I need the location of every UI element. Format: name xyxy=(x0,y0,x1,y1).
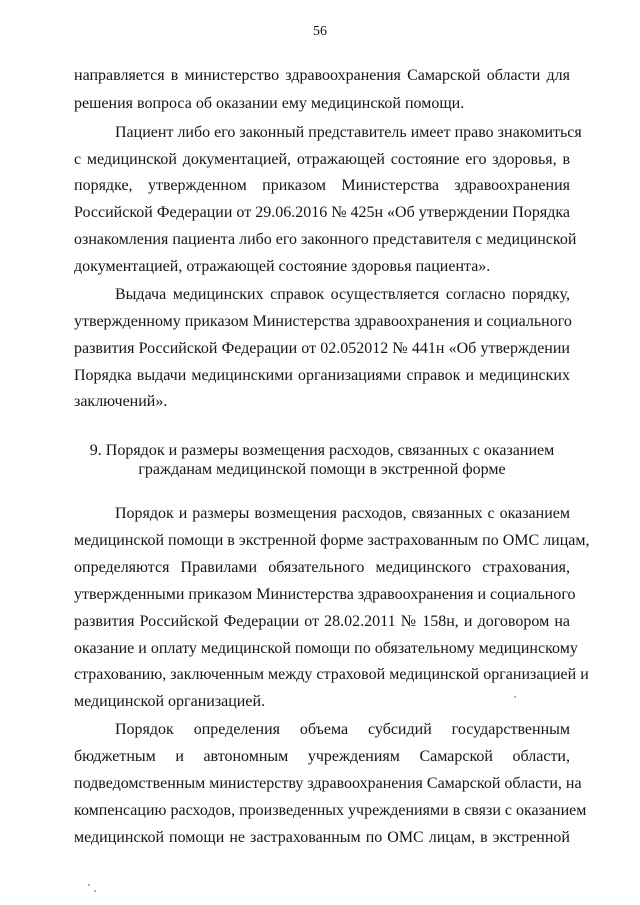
paragraph-6-line-3: подведомственным министерству здравоохранения Самарской области, на xyxy=(74,775,582,792)
paragraph-6-line-4: компенсацию расходов, произведенных учреждениями в связи с оказанием xyxy=(74,802,587,819)
section-heading-line-1: 9. Порядок и размеры возмещения расходов, связанных с оказанием xyxy=(89,442,555,459)
paragraph-2-line-6: документацией, отражающей состояние здоровья пациента». xyxy=(74,258,491,275)
scan-speck xyxy=(514,696,516,698)
paragraph-3-line-5: заключений». xyxy=(74,393,168,410)
paragraph-5-line-1: Порядок и размеры возмещения расходов, связанных с оказанием xyxy=(115,505,570,522)
paragraph-6-line-2: бюджетным и автономным учреждениям Самарской области, xyxy=(74,748,570,765)
paragraph-3-line-3: развития Российской Федерации от 02.052012 № 441н «Об утверждении xyxy=(74,340,570,357)
paragraph-3-line-4: Порядка выдачи медицинскими организациями справок и медицинских xyxy=(74,367,570,384)
paragraph-2-line-2: с медицинской документацией, отражающей состояние его здоровья, в xyxy=(74,151,570,168)
page-number: 56 xyxy=(313,24,327,39)
paragraph-1-line-2: решения вопроса об оказании ему медицинской помощи. xyxy=(74,95,465,112)
paragraph-2-line-5: ознакомления пациента либо его законного представителя с медицинской xyxy=(74,231,577,248)
scan-speck xyxy=(88,884,90,886)
paragraph-5-line-7: страхованию, заключенным между страховой медицинской организацией и xyxy=(74,666,589,683)
paragraph-5-line-4: утвержденными приказом Министерства здравоохранения и социального xyxy=(74,586,576,603)
section-heading-line-2: гражданам медицинской помощи в экстренной форме xyxy=(138,461,506,478)
paragraph-5-line-2: медицинской помощи в экстренной форме застрахованным по ОМС лицам, xyxy=(74,532,590,549)
scan-speck xyxy=(94,890,96,892)
paragraph-5-line-5: развития Российской Федерации от 28.02.2011 № 158н, и договором на xyxy=(74,613,570,630)
paragraph-6-line-5: медицинской помощи не застрахованным по ОМС лицам, в экстренной xyxy=(74,829,570,846)
paragraph-6-line-1: Порядок определения объема субсидий государственным xyxy=(115,721,570,738)
paragraph-5-line-3: определяются Правилами обязательного медицинского страхования, xyxy=(74,559,570,576)
paragraph-2-line-1: Пациент либо его законный представитель имеет право знакомиться xyxy=(115,124,582,141)
paragraph-2-line-3: порядке, утвержденном приказом Министерства здравоохранения xyxy=(74,177,570,194)
paragraph-5-line-8: медицинской организацией. xyxy=(74,693,266,710)
paragraph-5-line-6: оказание и оплату медицинской помощи по обязательному медицинскому xyxy=(74,640,578,657)
paragraph-3-line-2: утвержденному приказом Министерства здравоохранения и социального xyxy=(74,313,572,330)
paragraph-2-line-4: Российской Федерации от 29.06.2016 № 425н «Об утверждении Порядка xyxy=(74,204,570,221)
paragraph-3-line-1: Выдача медицинских справок осуществляется согласно порядку, xyxy=(115,286,570,303)
paragraph-1-line-1: направляется в министерство здравоохранения Самарской области для xyxy=(74,67,570,84)
